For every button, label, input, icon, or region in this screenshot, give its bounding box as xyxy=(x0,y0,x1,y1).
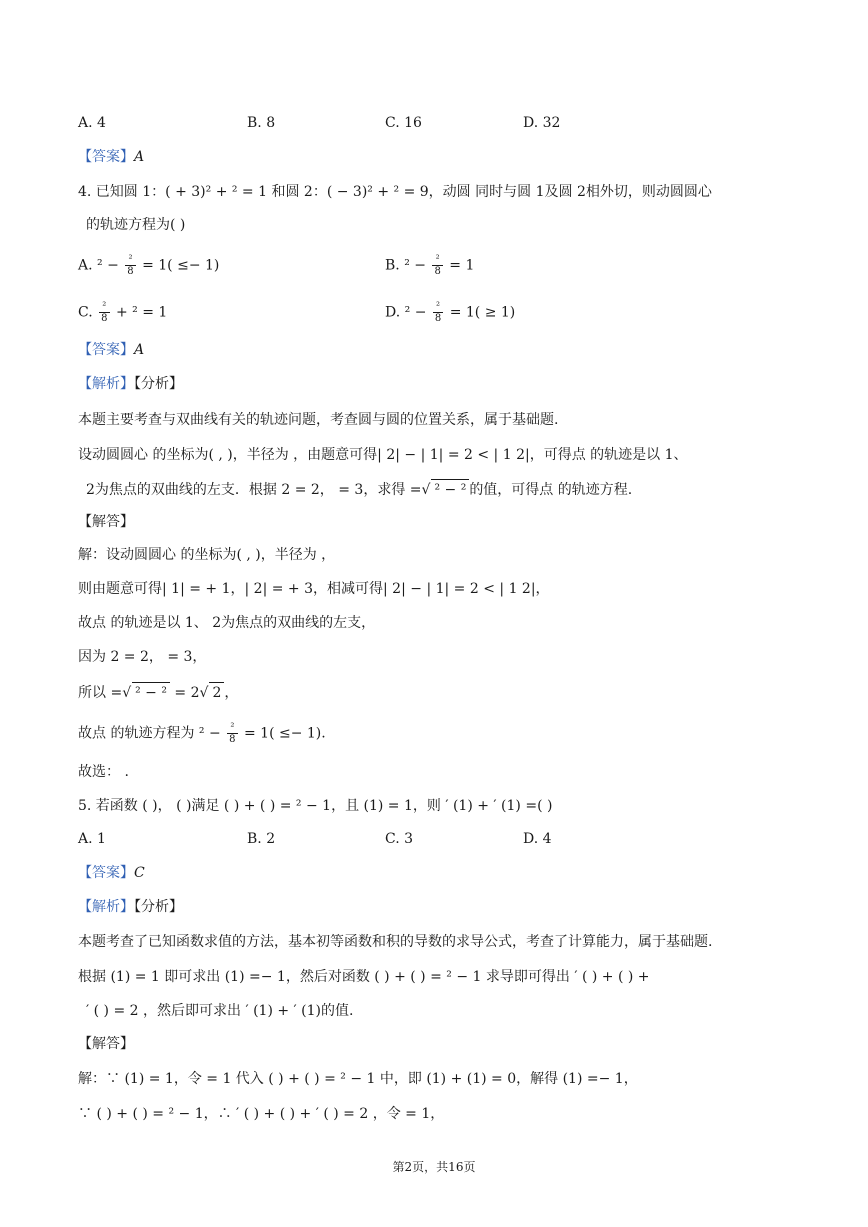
answer-tag: 【答案】 xyxy=(78,865,134,881)
q5-solution-1: 解：∵ (1) = 1，令 = 1 代入 ( ) + ( ) = ² − 1 中，即 (1) + (1) = 0，解得 (1) =− 1， xyxy=(78,1071,638,1087)
fraction: $\frac{\text{²}}{8}$ xyxy=(127,254,134,277)
fraction: $\frac{\text{²}}{8}$ xyxy=(434,254,441,277)
q4-analysis-1: 本题主要考查与双曲线有关的轨迹问题，考查圆与圆的位置关系，属于基础题. xyxy=(78,412,559,428)
q5-option-d: D. 4 xyxy=(523,831,552,847)
q4-solution-3: 故点 的轨迹是以 1、 2为焦点的双曲线的左支， xyxy=(78,615,376,631)
q3-option-a: A. 4 xyxy=(78,115,106,131)
q4-stem-line1: 4. 已知圆 1：( + 3)² + ² = 1 和圆 2：( − 3)² + ² = 9，动圆 同时与圆 1及圆 2相外切，则动圆圆心 xyxy=(78,184,712,200)
q5-answer xyxy=(78,863,828,883)
page-footer: 第2页，共16页 xyxy=(392,1160,476,1174)
q5-stem: 5. 若函数 ( )， ( )满足 ( ) + ( ) = ² − 1，且 (1) = 1，则 ′ (1) + ′ (1) =( ) xyxy=(78,798,553,814)
q5-analysis-1: 本题考查了已知函数求值的方法，基本初等函数和积的导数的求导公式，考查了计算能力，属于基础题. xyxy=(78,934,713,950)
answer-value: A xyxy=(134,342,145,358)
answer-tag: 【答案】 xyxy=(78,342,134,358)
q4-analysis-3: 2为焦点的双曲线的左支．根据 2 = 2， = 3，求得 =√² − ²的值，可得点 的轨迹方程. xyxy=(86,479,828,500)
sqrt-expression: 2 xyxy=(209,682,224,703)
q5-analysis-heading: 【解析】【分析】 xyxy=(78,899,183,915)
answer-value: A xyxy=(134,149,145,165)
q5-option-a: A. 1 xyxy=(78,831,106,847)
q5-solution-heading: 【解答】 xyxy=(78,1036,134,1052)
q3-option-b: B. 8 xyxy=(247,115,276,131)
q3-option-c: C. 16 xyxy=(385,115,422,131)
q3-answer xyxy=(78,147,828,167)
q4-solution-4: 因为 2 = 2， = 3， xyxy=(78,649,207,665)
q4-answer xyxy=(78,340,828,360)
q4-option-c: C. $\frac{\text{²}}{8}$ + ² = 1 xyxy=(78,301,168,324)
q4-solution-1: 解：设动圆圆心 的坐标为( , )，半径为 ， xyxy=(78,547,336,563)
q5-option-c: C. 3 xyxy=(385,831,414,847)
q3-option-d: D. 32 xyxy=(523,115,561,131)
fraction: $\frac{\text{²}}{8}$ xyxy=(229,722,236,745)
q5-option-b: B. 2 xyxy=(247,831,276,847)
q4-solution-6: 故点 的轨迹方程为 ² − $\frac{\text{²}}{8}$ = 1( ≤− 1). xyxy=(78,722,326,745)
q4-solution-5: 所以 =√² − ² = 2√ 2 ， xyxy=(78,682,828,703)
q5-solution-2: ∵ ( ) + ( ) = ² − 1，∴ ′ ( ) + ( ) + ′ ( ) = 2 ，令 = 1， xyxy=(78,1106,445,1122)
q4-analysis-2: 设动圆圆心 的坐标为( , )，半径为 ，由题意可得| 2| − | 1| = 2 < | 1 2|，可得点 的轨迹是以 1、 xyxy=(78,447,688,463)
q4-analysis-heading: 【解析】【分析】 xyxy=(78,376,183,392)
sqrt-expression: ² − ² xyxy=(431,479,469,500)
sqrt-expression: ² − ² xyxy=(132,682,170,703)
fraction: $\frac{\text{²}}{8}$ xyxy=(434,301,442,324)
q4-solution-2: 则由题意可得| 1| = + 1，| 2| = + 3，相减可得| 2| − | 1| = 2 < | 1 2|， xyxy=(78,581,550,597)
fraction: $\frac{\text{²}}{8}$ xyxy=(101,301,108,324)
q4-option-b: B. ² − $\frac{\text{²}}{8}$ = 1 xyxy=(385,254,475,277)
q4-stem-line2: 的轨迹方程为( ) xyxy=(86,217,186,233)
q5-analysis-3: ′ ( ) = 2 ，然后即可求出 ′ (1) + ′ (1)的值. xyxy=(86,1003,354,1019)
q4-solution-heading: 【解答】 xyxy=(78,514,134,530)
answer-value: C xyxy=(134,865,145,881)
answer-tag: 【答案】 xyxy=(78,149,134,165)
q4-option-a: A. ² − $\frac{\text{²}}{8}$ = 1( ≤− 1) xyxy=(78,254,220,277)
q4-solution-7: 故选： . xyxy=(78,764,129,780)
q5-analysis-2: 根据 (1) = 1 即可求出 (1) =− 1，然后对函数 ( ) + ( ) = ² − 1 求导即可得出 ′ ( ) + ( ) + xyxy=(78,969,650,985)
q4-option-d: D. ² − $\frac{\text{²}}{8}$ = 1( ≥ 1) xyxy=(385,301,516,324)
